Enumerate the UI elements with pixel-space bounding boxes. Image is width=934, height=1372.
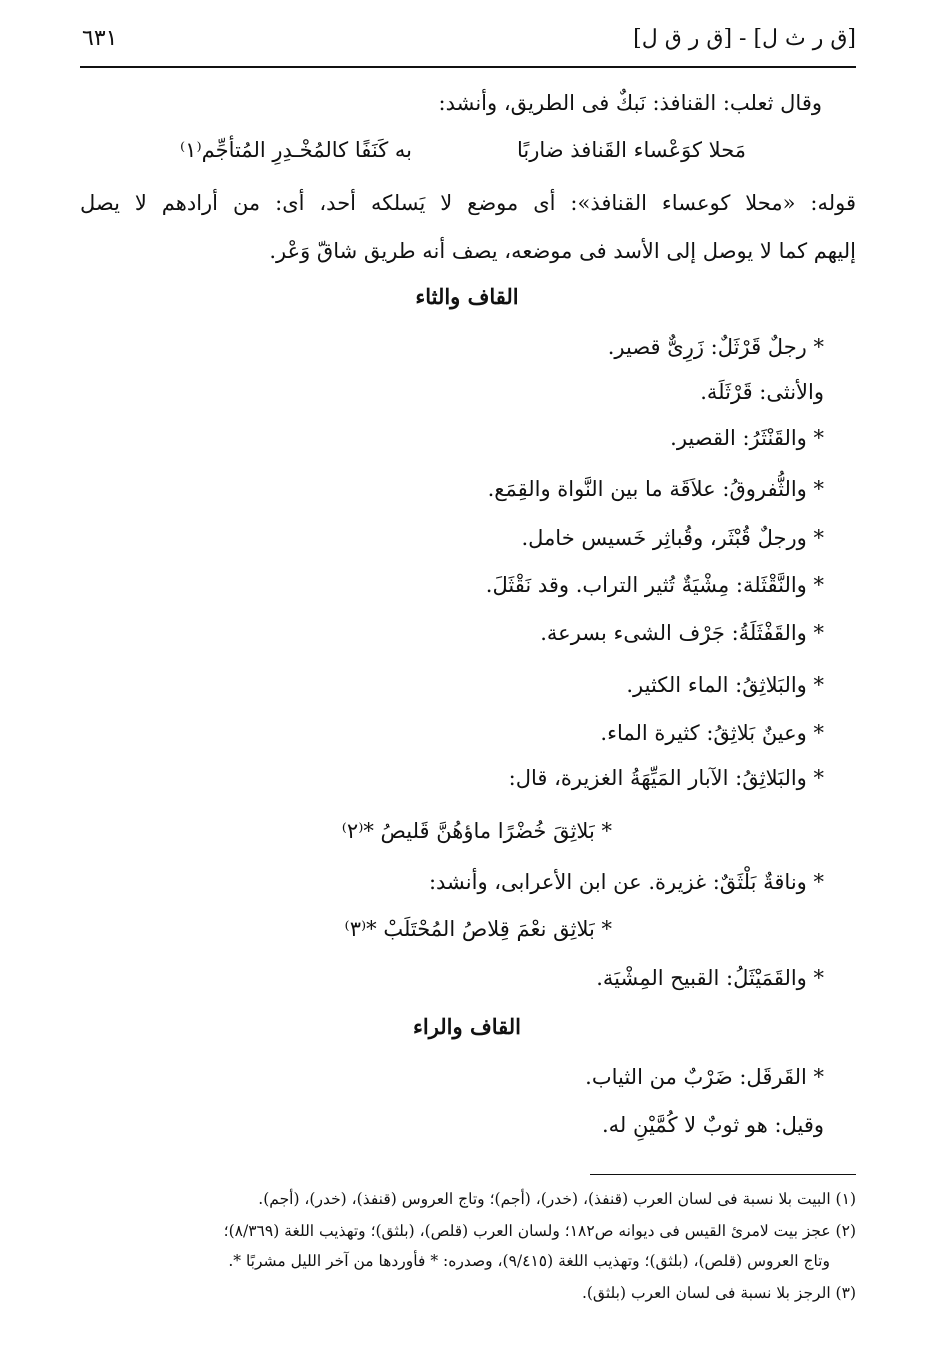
footnote-2-line-1: (٢) عجز بيت لامرئ القيس فى ديوانه ص١٨٢؛ ولسان العرب (قلص)، (بلثق)؛ وتهذيب اللغة (٨/٣٦٩)؛ — [223, 1222, 856, 1240]
verse-quote: * بَلاثِق نعْمَ قِلاصُ المُحْتَلَبْ *⁽٣⁾ — [344, 917, 612, 941]
entry: * وناقةٌ بَلْثَقٌ: غزيرة. عن ابن الأعرابى، وأنشد: — [428, 870, 824, 894]
entry: * والنَّقْثَلة: مِشْيَةٌ تُثير التراب. وقد نَقْثَلَ. — [485, 573, 824, 597]
entry: * ورجلٌ قُبْثَر، وقُباثِر خَسيس خامل. — [521, 526, 824, 550]
section-heading-qaf-tha: القاف والثاء — [415, 284, 519, 309]
intro-line: وقال ثعلب: القنافذ: نَبكٌ فى الطريق، وأنشد: — [438, 91, 822, 115]
section-heading-qaf-ra: القاف والراء — [412, 1014, 521, 1039]
entry: والأنثى: قَرْثَلَة. — [700, 380, 824, 404]
entry: وقيل: هو ثوبٌ لا كُمَّيْنِ له. — [601, 1113, 824, 1137]
verse-first-hemistich: مَحلا كوَعْساء القَنافذ ضاربًا — [516, 138, 746, 162]
entry: * وعينٌ بَلاثِقُ: كثيرة الماء. — [600, 721, 824, 745]
header-rule — [80, 66, 856, 68]
entry: * والقَفْثَلَةُ: جَرْف الشىء بسرعة. — [540, 621, 824, 645]
explanation-line-2: إليهم كما لا يوصل إلى الأسد فى موضعه، يصف أنه طريق شاقّ وَعْر. — [269, 239, 856, 263]
page-number: ٦٣١ — [82, 26, 118, 51]
footnote-3: (٣) الرجز بلا نسبة فى لسان العرب (بلثق). — [581, 1284, 856, 1302]
footnote-rule — [590, 1174, 856, 1175]
footnote-1: (١) البيت بلا نسبة فى لسان العرب (قنفذ)، (خدر)، (أجم)؛ وتاج العروس (قنفذ)، (خدر)، (أجم). — [258, 1190, 856, 1208]
entry: * والثُّفروقُ: علاَقَة ما بين النَّواة والقِمَع. — [487, 477, 824, 501]
verse-quote: * بَلاثِقَ خُضْرًا ماؤهُنَّ قَليصُ *⁽٢⁾ — [341, 819, 612, 843]
verse-second-hemistich: به كَنَفًا كالمُخْـدِرِ المُتأجِّم⁽١⁾ — [180, 138, 412, 162]
entry: * والقَنْثَرُ: القصير. — [670, 426, 824, 450]
entry: * القَرقَل: ضَرْبٌ من الثياب. — [585, 1065, 824, 1089]
running-header-title: [ق ر ث ل] - [ق ر ق ل] — [633, 26, 856, 51]
entry: * والبَلاثِقُ: الماء الكثير. — [626, 673, 824, 697]
entry: * والبَلاثِقُ: الآبار المَيِّهَةُ الغزيرة، قال: — [508, 766, 824, 790]
entry: * والقَمَيْثَلُ: القبيح المِشْيَة. — [596, 966, 824, 990]
footnote-2-line-2: وتاج العروس (قلص)، (بلثق)؛ وتهذيب اللغة (٩/٤١٥)، وصدره: * فأوردها من آخر الليل مشربًا *. — [228, 1252, 830, 1270]
explanation-line-1: قوله: «محلا كوعساء القنافذ»: أى موضع لا يَسلكه أحد، أى: من أرادهم لا يصل — [80, 191, 856, 215]
entry: * رجلٌ قَرْثَلٌ: زَرِىٌّ قصير. — [607, 335, 824, 359]
